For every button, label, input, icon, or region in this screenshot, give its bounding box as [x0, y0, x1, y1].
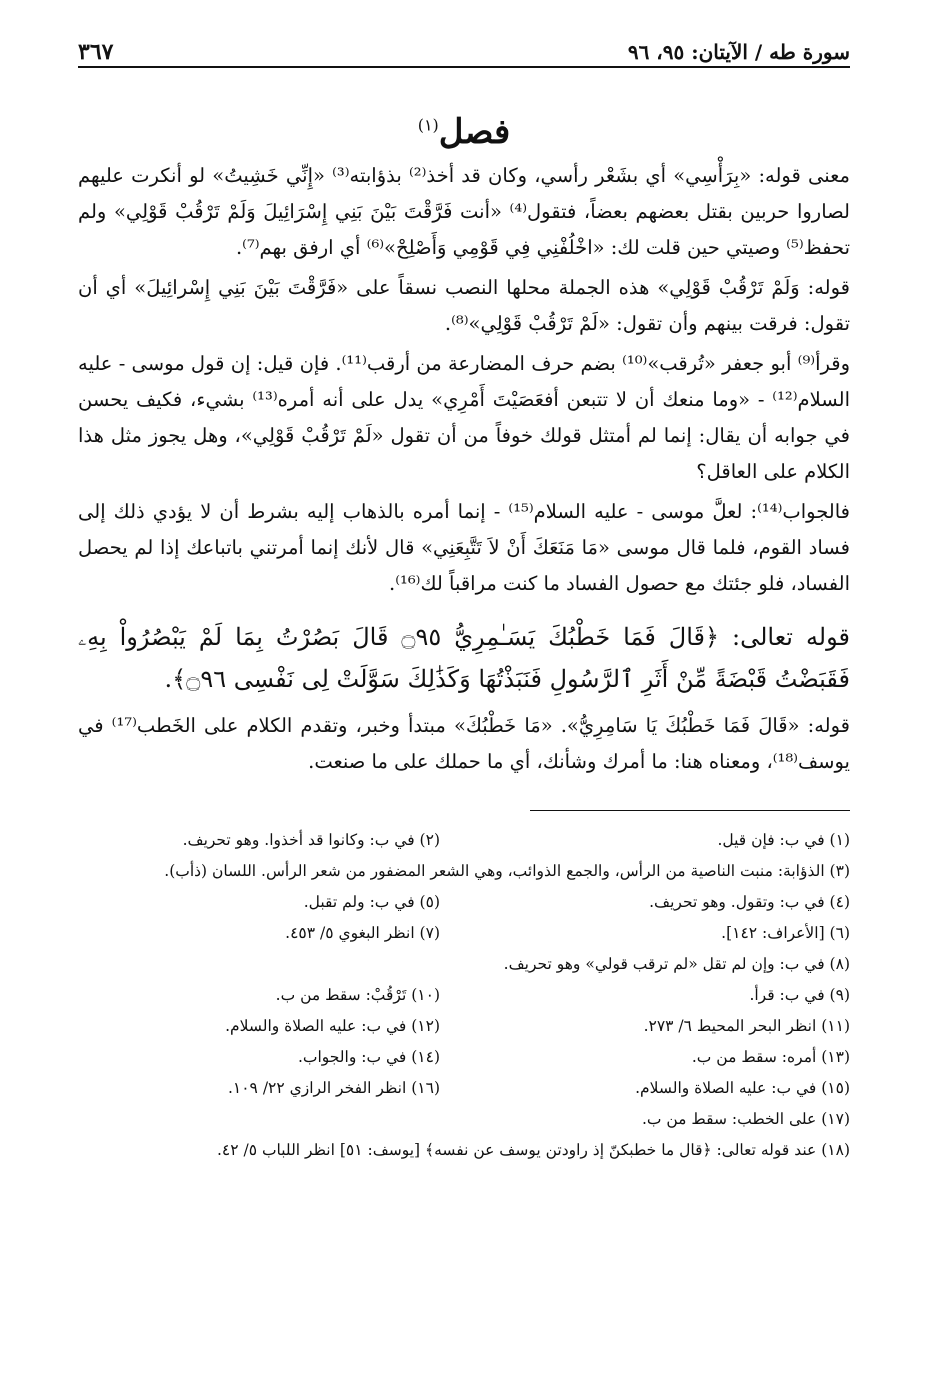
paragraph-1: معنى قوله: «بِرَأْسِي» أي بشَعْر رأسي، وكان قد أخذ⁽²⁾ بذؤابته⁽³⁾ «إِنِّي خَشِيتُ» لو أنكرت عليهم لصاروا حربين بقتل بعضهم بعضاً، فتقول⁽⁴⁾ «أنت فَرَّقْتَ بَيْنَ بَنِي إِسْرَائِيلَ وَلَمْ تَرْقُبْ قَوْلِي» ولم تحفظ⁽⁵⁾ وصيتي حين قلت لك: «اخْلُفْنِي فِي قَوْمِي وَأَصْلِحْ»⁽⁶⁾ أي ارفق بهم⁽⁷⁾.	[78, 164, 850, 259]
footnote-18: (١٨) عند قوله تعالى: ﴿قال ما خطبكنّ إذ راودتن يوسف عن نفسه﴾ [يوسف: ٥١] انظر اللباب ٥/ ٤٢.	[216, 1141, 850, 1159]
footnote-1: (١) في ب: فإن قيل.	[717, 831, 850, 849]
footnote-14: (١٤) في ب: والجواب.	[297, 1048, 440, 1066]
footnote-12: (١٢) في ب: عليه الصلاة والسلام.	[225, 1017, 440, 1035]
paragraph-5: قوله: «قَالَ فَمَا خَطْبُكَ يَا سَامِرِيُّ». «مَا خَطْبُكَ» مبتدأ وخبر، وتقدم الكلام على الخَطب⁽¹⁷⁾ في يوسف⁽¹⁸⁾، ومعناه هنا: ما أمرك وشأنك، أي ما حملك على ما صنعت.	[78, 714, 851, 773]
footnote-10: (١٠) تَرْقُبْ: سقط من ب.	[275, 986, 440, 1004]
footnote-row	[78, 825, 850, 856]
running-header	[78, 28, 850, 76]
footnote-3: (٣) الذؤابة: منبت الناصية من الرأس، والجمع الذوائب، وهي الشعر المضفور من شعر الرأس. اللسان (ذأب).	[164, 862, 850, 880]
section-title: فصل	[438, 112, 511, 152]
footnote-7: (٧) انظر البغوي ٥/ ٤٥٣.	[285, 924, 440, 942]
header-rule	[78, 66, 850, 68]
footnote-15: (١٥) في ب: عليه الصلاة والسلام.	[635, 1079, 850, 1097]
footnote-8: (٨) في ب: وإن لم تقل «لم ترقب قولي» وهو تحريف.	[503, 955, 850, 973]
section-title-ref: (١)	[417, 115, 439, 135]
footnote-6: (٦) [الأعراف: ١٤٢].	[721, 924, 850, 942]
footnote-row	[78, 1073, 850, 1104]
footnote-row	[78, 1042, 850, 1073]
footnotes	[78, 825, 850, 1166]
footnote-row	[78, 887, 850, 918]
footnote-17: (١٧) على الخطب: سقط من ب.	[641, 1110, 850, 1128]
footnote-row	[78, 980, 850, 1011]
footnote-5: (٥) في ب: ولم تقبل.	[303, 893, 440, 911]
header-title: سورة طه / الآيتان: ٩٥، ٩٦	[620, 40, 850, 64]
section-heading	[78, 112, 850, 152]
footnote-9: (٩) في ب: قرأ.	[749, 986, 850, 1004]
paragraph-3: وقرأ⁽⁹⁾ أبو جعفر «تُرقب»⁽¹⁰⁾ بضم حرف المضارعة من أرقب⁽¹¹⁾. فإن قيل: إن قول موسى - عليه السلام⁽¹²⁾ - «وما منعك أن لا تتبعن أفعَصَيْتَ أَمْرِي» يدل على أنه أمره⁽¹³⁾ بشيء، فكيف يحسن في جوابه أن يقال: إنما لم أمتثل قولك خوفاً من أن تقول «لَمْ تَرْقُبْ قَوْلِي»، وهل يجوز مثل هذا الكلام على العاقل؟	[78, 352, 850, 483]
footnote-16: (١٦) انظر الفخر الرازي ٢٢/ ١٠٩.	[227, 1079, 440, 1097]
footnote-2: (٢) في ب: وكانوا قد أخذوا. وهو تحريف.	[182, 831, 440, 849]
footnote-13: (١٣) أمره: سقط من ب.	[691, 1048, 850, 1066]
footnote-row	[78, 1011, 850, 1042]
footnote-row	[78, 918, 850, 949]
paragraph-4: فالجواب⁽¹⁴⁾: لعلَّ موسى - عليه السلام⁽¹⁵⁾ - إنما أمره بالذهاب إليه بشرط أن لا يؤدي ذلك إلى فساد القوم، فلما قال موسى «مَا مَنَعَكَ أَنْ لاَ تَتَّبِعَنِي» قال لأنك إنما أمرتني باتباعك إذا لم يحصل الفساد، فلو جئتك مع حصول الفساد ما كنت مراقباً لك⁽¹⁶⁾.	[78, 500, 850, 595]
footnote-11: (١١) انظر البحر المحيط ٦/ ٢٧٣.	[643, 1017, 850, 1035]
quran-verse: قوله تعالى: ﴿قَالَ فَمَا خَطْبُكَ يَسَـٰمِرِيُّ ۝٩٥ قَالَ بَصُرْتُ بِمَا لَمْ يَبْصُرُواْ بِهِۦ فَقَبَضْتُ قَبْضَةً مِّنْ أَثَرِ ٱلرَّسُولِ فَنَبَذْتُهَا وَكَذَٰلِكَ سَوَّلَتْ لِى نَفْسِى ۝٩٦﴾.	[78, 623, 850, 693]
footnote-separator	[530, 810, 850, 811]
page-number: ٣٦٧	[78, 39, 121, 65]
book-page	[78, 28, 850, 1166]
footnote-4: (٤) في ب: وتقول. وهو تحريف.	[649, 893, 850, 911]
paragraph-2: قوله: وَلَمْ تَرْقُبْ قَوْلِي» هذه الجملة محلها النصب نسقاً على «فَرَّقْتَ بَيْنَ بَنِي إِسْرائِيلَ» أي أن تقول: فرقت بينهم وأن تقول: «لَمْ تَرْقُبْ قَوْلِي»⁽⁸⁾.	[78, 276, 850, 335]
